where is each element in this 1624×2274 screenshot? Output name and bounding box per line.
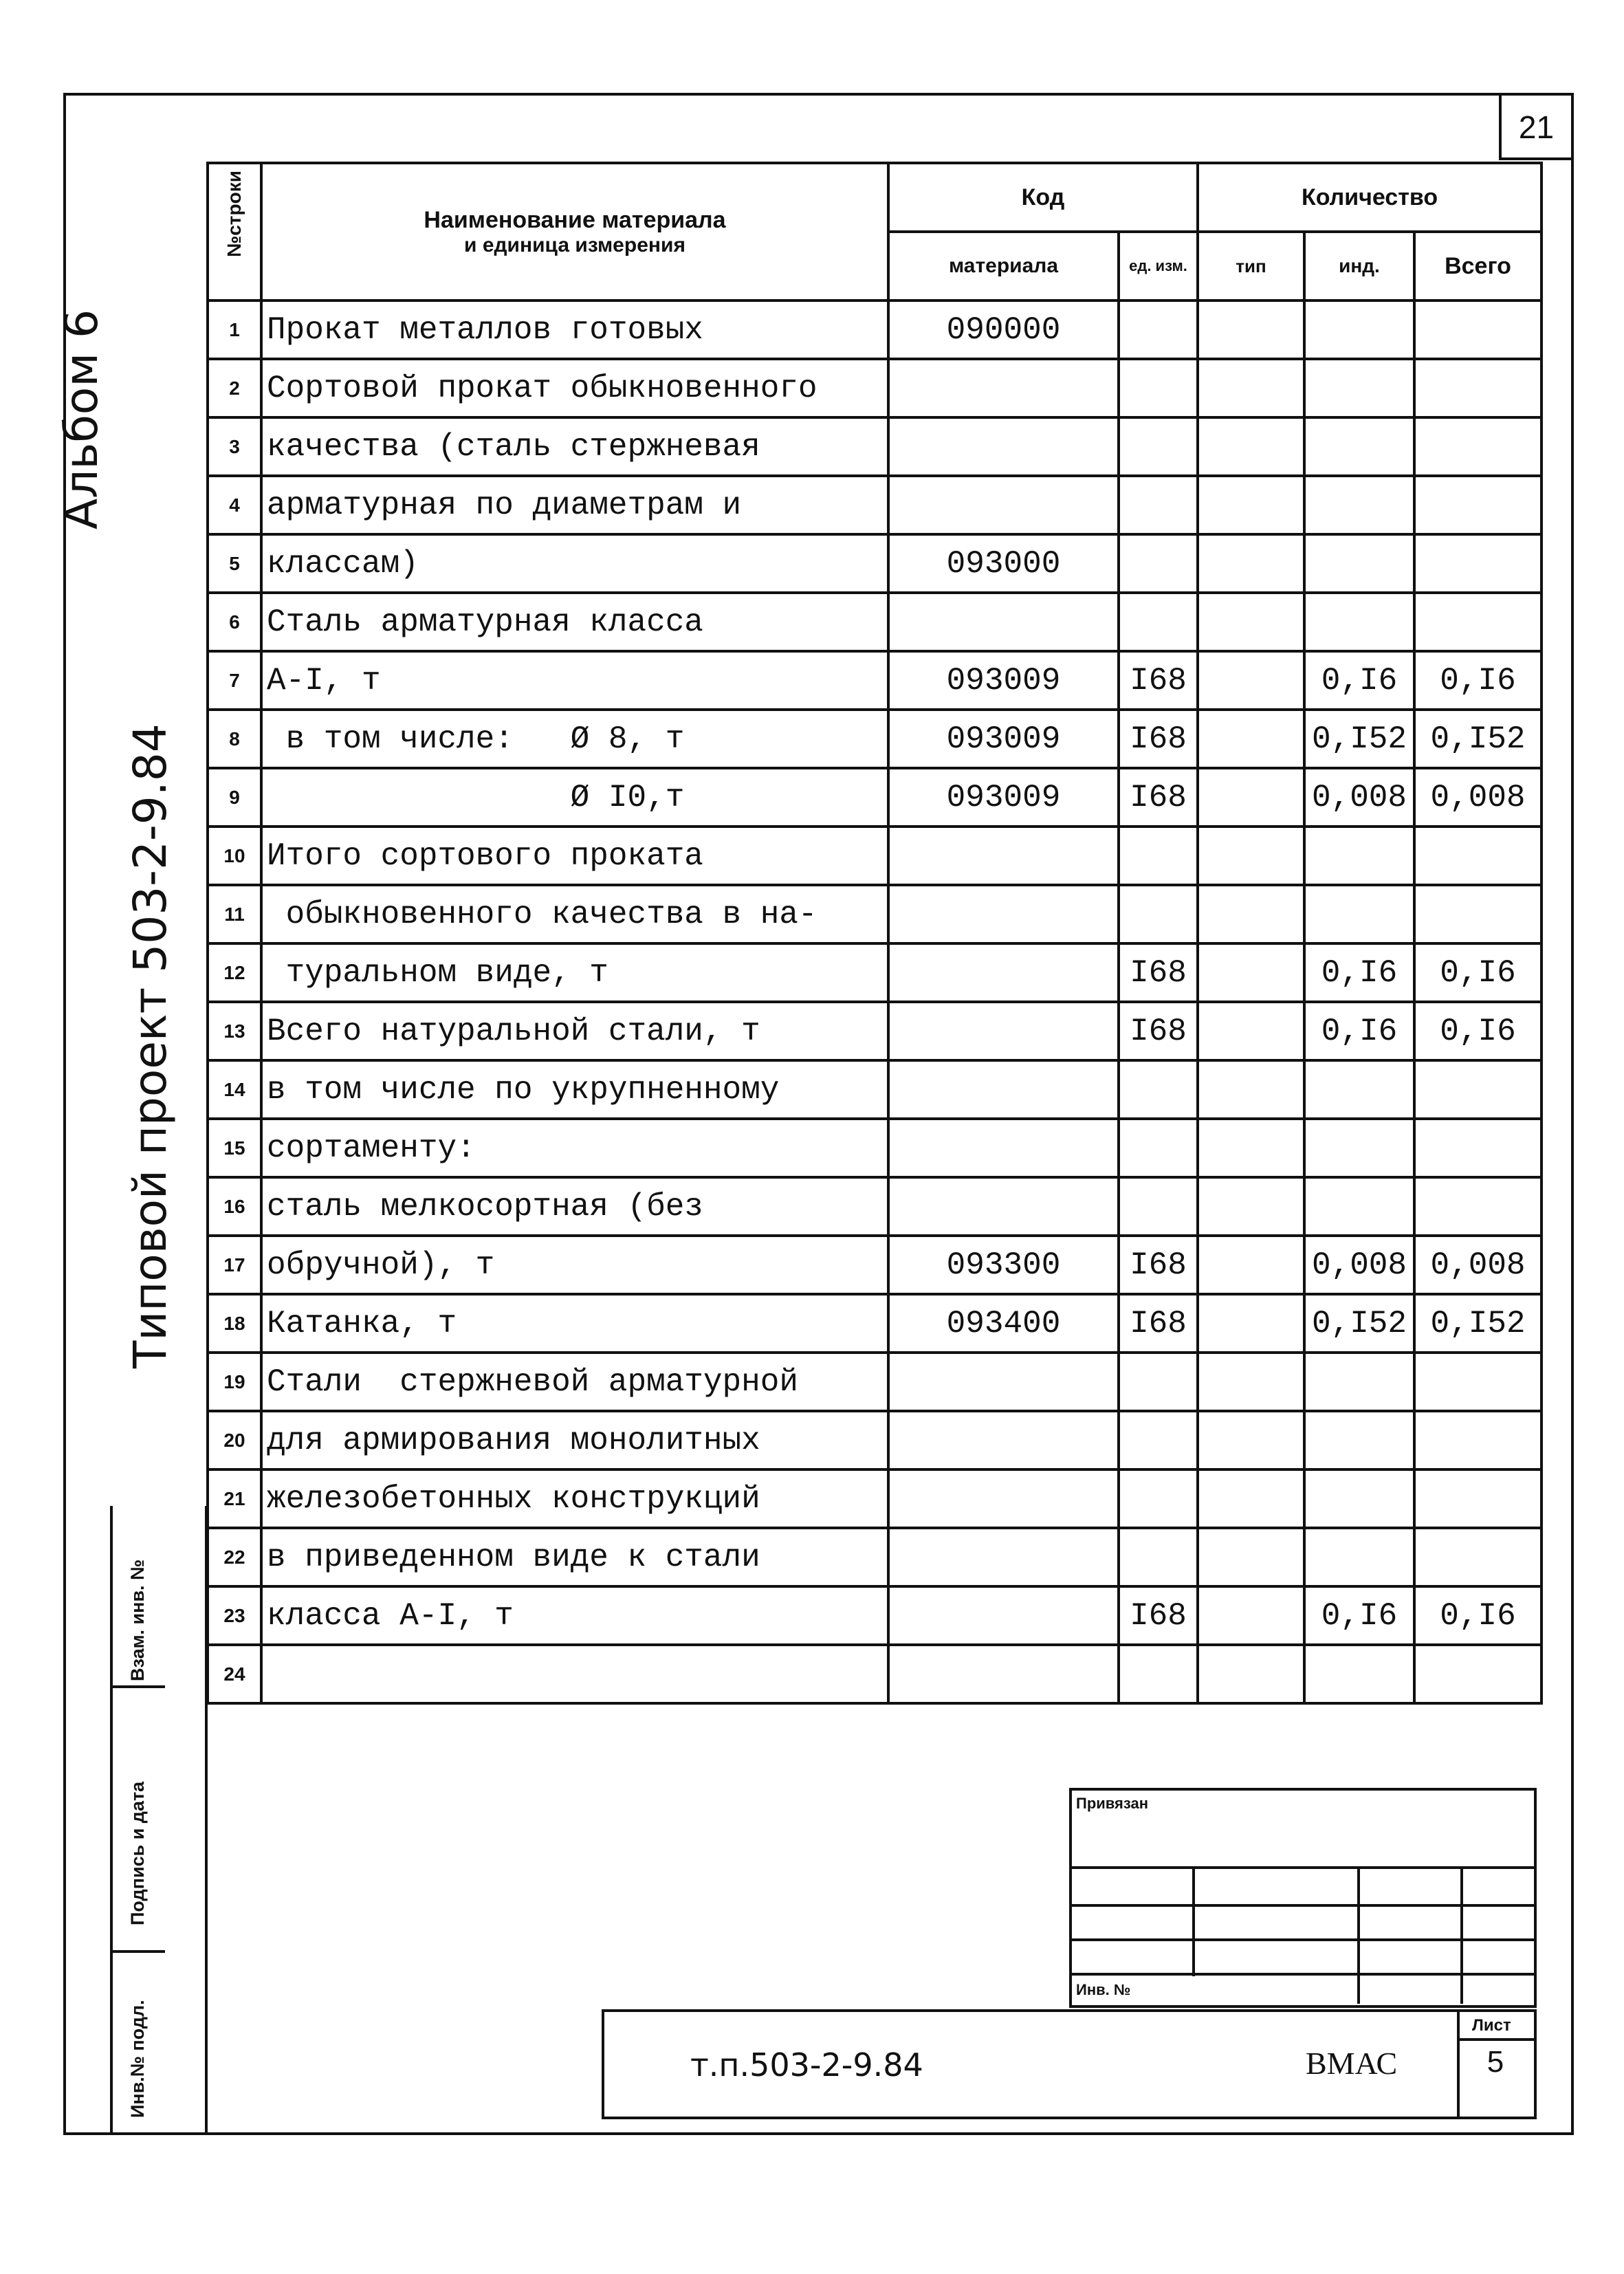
qty-ind bbox=[1304, 1528, 1414, 1586]
row-number: 17 bbox=[208, 1236, 261, 1294]
qty-ind bbox=[1304, 417, 1414, 476]
unit-code bbox=[1119, 1469, 1198, 1528]
header-row-number: №строки bbox=[208, 163, 261, 300]
material-code bbox=[888, 1411, 1119, 1469]
table-row bbox=[208, 1294, 1541, 1353]
qty-type bbox=[1198, 1177, 1304, 1236]
row-number: 22 bbox=[208, 1528, 261, 1586]
table-row bbox=[208, 1586, 1541, 1645]
table-row bbox=[208, 1177, 1541, 1236]
qty-type bbox=[1198, 1060, 1304, 1119]
material-code: 093009 bbox=[888, 651, 1119, 710]
qty-ind: 0,I6 bbox=[1304, 943, 1414, 1002]
row-number: 9 bbox=[208, 768, 261, 827]
material-name: туральном виде, т bbox=[261, 943, 888, 1002]
header-code: Код bbox=[888, 163, 1198, 232]
unit-code: I68 bbox=[1119, 1236, 1198, 1294]
side-label-signature: Подпись и дата bbox=[127, 1781, 148, 1925]
qty-type bbox=[1198, 1528, 1304, 1586]
qty-total bbox=[1414, 593, 1541, 651]
qty-type bbox=[1198, 359, 1304, 417]
unit-code bbox=[1119, 1177, 1198, 1236]
inv-no-label: Инв. № bbox=[1076, 1981, 1131, 1998]
qty-ind bbox=[1304, 1469, 1414, 1528]
material-code bbox=[888, 1353, 1119, 1411]
qty-type bbox=[1198, 827, 1304, 885]
unit-code bbox=[1119, 1528, 1198, 1586]
material-code bbox=[888, 1119, 1119, 1177]
material-name: сталь мелкосортная (без bbox=[261, 1177, 888, 1236]
qty-type bbox=[1198, 1353, 1304, 1411]
attached-label: Привязан bbox=[1076, 1795, 1149, 1812]
table-row bbox=[208, 476, 1541, 534]
unit-code: I68 bbox=[1119, 1586, 1198, 1645]
unit-code bbox=[1119, 885, 1198, 943]
table-row bbox=[208, 1645, 1541, 1703]
side-label-replaced: Взам. инв. № bbox=[127, 1559, 148, 1681]
qty-total bbox=[1414, 1119, 1541, 1177]
row-number: 19 bbox=[208, 1353, 261, 1411]
unit-code bbox=[1119, 1353, 1198, 1411]
table-row bbox=[208, 1469, 1541, 1528]
qty-type bbox=[1198, 1294, 1304, 1353]
material-name: для армирования монолитных bbox=[261, 1411, 888, 1469]
material-code: 093300 bbox=[888, 1236, 1119, 1294]
table-row bbox=[208, 593, 1541, 651]
qty-total: 0,008 bbox=[1414, 1236, 1541, 1294]
qty-total bbox=[1414, 1645, 1541, 1703]
qty-type bbox=[1198, 593, 1304, 651]
table-row bbox=[208, 300, 1541, 359]
material-name: Сортовой прокат обыкновенного bbox=[261, 359, 888, 417]
materials-table bbox=[206, 162, 1543, 1705]
row-number: 23 bbox=[208, 1586, 261, 1645]
qty-ind bbox=[1304, 476, 1414, 534]
qty-total bbox=[1414, 827, 1541, 885]
row-number: 3 bbox=[208, 417, 261, 476]
row-number: 1 bbox=[208, 300, 261, 359]
qty-ind bbox=[1304, 1645, 1414, 1703]
material-name: класса А-I, т bbox=[261, 1586, 888, 1645]
qty-total bbox=[1414, 359, 1541, 417]
header-quantity: Количество bbox=[1198, 163, 1541, 232]
material-code bbox=[888, 943, 1119, 1002]
attachment-stamp bbox=[1069, 1788, 1537, 2008]
material-code: 093009 bbox=[888, 768, 1119, 827]
qty-type bbox=[1198, 651, 1304, 710]
material-name: Ø I0,т bbox=[261, 768, 888, 827]
material-name: арматурная по диаметрам и bbox=[261, 476, 888, 534]
header-ind: инд. bbox=[1304, 232, 1414, 300]
material-code bbox=[888, 359, 1119, 417]
material-code bbox=[888, 1060, 1119, 1119]
qty-total bbox=[1414, 1177, 1541, 1236]
row-number: 12 bbox=[208, 943, 261, 1002]
row-number: 4 bbox=[208, 476, 261, 534]
qty-type bbox=[1198, 1586, 1304, 1645]
table-row bbox=[208, 943, 1541, 1002]
qty-total bbox=[1414, 1060, 1541, 1119]
qty-type bbox=[1198, 1411, 1304, 1469]
material-name: железобетонных конструкций bbox=[261, 1469, 888, 1528]
qty-total bbox=[1414, 534, 1541, 593]
qty-type bbox=[1198, 300, 1304, 359]
qty-type bbox=[1198, 476, 1304, 534]
qty-type bbox=[1198, 768, 1304, 827]
row-number: 5 bbox=[208, 534, 261, 593]
material-code: 093400 bbox=[888, 1294, 1119, 1353]
row-number: 21 bbox=[208, 1469, 261, 1528]
qty-total: 0,008 bbox=[1414, 768, 1541, 827]
material-name: классам) bbox=[261, 534, 888, 593]
qty-ind bbox=[1304, 300, 1414, 359]
qty-total: 0,I6 bbox=[1414, 1002, 1541, 1060]
qty-total: 0,I6 bbox=[1414, 943, 1541, 1002]
qty-ind bbox=[1304, 1411, 1414, 1469]
material-code bbox=[888, 1586, 1119, 1645]
row-number: 11 bbox=[208, 885, 261, 943]
qty-ind bbox=[1304, 593, 1414, 651]
header-code-material: материала bbox=[888, 232, 1119, 300]
material-code bbox=[888, 1645, 1119, 1703]
unit-code: I68 bbox=[1119, 943, 1198, 1002]
sheet-number: 5 bbox=[1486, 2045, 1504, 2079]
unit-code bbox=[1119, 1411, 1198, 1469]
qty-type bbox=[1198, 1236, 1304, 1294]
qty-total bbox=[1414, 1528, 1541, 1586]
row-number: 8 bbox=[208, 710, 261, 768]
qty-total bbox=[1414, 417, 1541, 476]
page-number: 21 bbox=[1499, 93, 1574, 160]
qty-total: 0,I52 bbox=[1414, 1294, 1541, 1353]
table-row bbox=[208, 651, 1541, 710]
table-row bbox=[208, 534, 1541, 593]
table-row bbox=[208, 417, 1541, 476]
material-name: Стали стержневой арматурной bbox=[261, 1353, 888, 1411]
row-number: 2 bbox=[208, 359, 261, 417]
material-name: обыкновенного качества в на- bbox=[261, 885, 888, 943]
qty-type bbox=[1198, 1002, 1304, 1060]
side-label-original: Инв.№ подл. bbox=[127, 2000, 148, 2118]
header-code-unit: ед. изм. bbox=[1119, 232, 1198, 300]
row-number: 20 bbox=[208, 1411, 261, 1469]
unit-code bbox=[1119, 300, 1198, 359]
table-row bbox=[208, 1353, 1541, 1411]
material-name bbox=[261, 1645, 888, 1703]
qty-total: 0,I52 bbox=[1414, 710, 1541, 768]
row-number: 24 bbox=[208, 1645, 261, 1703]
material-code bbox=[888, 1002, 1119, 1060]
table-row bbox=[208, 1528, 1541, 1586]
qty-type bbox=[1198, 1469, 1304, 1528]
row-number: 10 bbox=[208, 827, 261, 885]
unit-code: I68 bbox=[1119, 1002, 1198, 1060]
document-code: т.п.503-2-9.84 bbox=[690, 2046, 923, 2084]
qty-ind bbox=[1304, 1177, 1414, 1236]
material-name: в том числе: Ø 8, т bbox=[261, 710, 888, 768]
unit-code bbox=[1119, 359, 1198, 417]
material-name: в том числе по укрупненному bbox=[261, 1060, 888, 1119]
qty-total: 0,I6 bbox=[1414, 651, 1541, 710]
qty-type bbox=[1198, 943, 1304, 1002]
qty-ind: 0,I6 bbox=[1304, 1002, 1414, 1060]
row-number: 16 bbox=[208, 1177, 261, 1236]
unit-code bbox=[1119, 1060, 1198, 1119]
material-name: сортаменту: bbox=[261, 1119, 888, 1177]
material-name: обручной), т bbox=[261, 1236, 888, 1294]
unit-code bbox=[1119, 1645, 1198, 1703]
material-name: качества (сталь стержневая bbox=[261, 417, 888, 476]
qty-total: 0,I6 bbox=[1414, 1586, 1541, 1645]
qty-ind: 0,I6 bbox=[1304, 651, 1414, 710]
material-code bbox=[888, 885, 1119, 943]
material-code bbox=[888, 1469, 1119, 1528]
material-name: Сталь арматурная класса bbox=[261, 593, 888, 651]
table-row bbox=[208, 1411, 1541, 1469]
unit-code: I68 bbox=[1119, 651, 1198, 710]
row-number: 15 bbox=[208, 1119, 261, 1177]
qty-ind bbox=[1304, 1119, 1414, 1177]
qty-type bbox=[1198, 710, 1304, 768]
row-number: 18 bbox=[208, 1294, 261, 1353]
material-code bbox=[888, 1528, 1119, 1586]
qty-ind: 0,008 bbox=[1304, 768, 1414, 827]
table-row bbox=[208, 1236, 1541, 1294]
unit-code bbox=[1119, 827, 1198, 885]
table-row bbox=[208, 1060, 1541, 1119]
qty-total bbox=[1414, 1411, 1541, 1469]
qty-total bbox=[1414, 1353, 1541, 1411]
qty-total bbox=[1414, 885, 1541, 943]
qty-ind bbox=[1304, 534, 1414, 593]
table-row bbox=[208, 768, 1541, 827]
qty-ind: 0,I6 bbox=[1304, 1586, 1414, 1645]
unit-code: I68 bbox=[1119, 768, 1198, 827]
material-code: 093000 bbox=[888, 534, 1119, 593]
qty-type bbox=[1198, 885, 1304, 943]
material-code bbox=[888, 827, 1119, 885]
qty-ind: 0,I52 bbox=[1304, 1294, 1414, 1353]
material-name: А-I, т bbox=[261, 651, 888, 710]
material-name: Всего натуральной стали, т bbox=[261, 1002, 888, 1060]
table-row bbox=[208, 885, 1541, 943]
qty-type bbox=[1198, 417, 1304, 476]
unit-code bbox=[1119, 476, 1198, 534]
qty-ind bbox=[1304, 1353, 1414, 1411]
material-code bbox=[888, 476, 1119, 534]
header-total: Всего bbox=[1414, 232, 1541, 300]
unit-code: I68 bbox=[1119, 710, 1198, 768]
qty-ind bbox=[1304, 1060, 1414, 1119]
material-code: 093009 bbox=[888, 710, 1119, 768]
unit-code bbox=[1119, 1119, 1198, 1177]
header-name: Наименование материала и единица измерения bbox=[261, 163, 888, 300]
qty-type bbox=[1198, 534, 1304, 593]
header-type: тип bbox=[1198, 232, 1304, 300]
table-row bbox=[208, 1002, 1541, 1060]
sheet-label: Лист bbox=[1472, 2016, 1511, 2035]
material-code bbox=[888, 1177, 1119, 1236]
row-number: 13 bbox=[208, 1002, 261, 1060]
material-name: Прокат металлов готовых bbox=[261, 300, 888, 359]
row-number: 7 bbox=[208, 651, 261, 710]
qty-type bbox=[1198, 1119, 1304, 1177]
project-title: Типовой проект 503-2-9.84 bbox=[124, 723, 177, 1368]
qty-ind: 0,I52 bbox=[1304, 710, 1414, 768]
album-title: Альбом 6 bbox=[55, 309, 108, 529]
table-row bbox=[208, 359, 1541, 417]
qty-ind bbox=[1304, 359, 1414, 417]
material-name: в приведенном виде к стали bbox=[261, 1528, 888, 1586]
unit-code: I68 bbox=[1119, 1294, 1198, 1353]
unit-code bbox=[1119, 593, 1198, 651]
title-block bbox=[602, 2009, 1537, 2119]
qty-total bbox=[1414, 476, 1541, 534]
organization: ВМАС bbox=[1306, 2046, 1398, 2081]
unit-code bbox=[1119, 417, 1198, 476]
table-row bbox=[208, 827, 1541, 885]
material-code bbox=[888, 417, 1119, 476]
qty-ind bbox=[1304, 885, 1414, 943]
qty-total bbox=[1414, 300, 1541, 359]
qty-total bbox=[1414, 1469, 1541, 1528]
unit-code bbox=[1119, 534, 1198, 593]
table-row bbox=[208, 1119, 1541, 1177]
row-number: 6 bbox=[208, 593, 261, 651]
material-code bbox=[888, 593, 1119, 651]
table-row bbox=[208, 710, 1541, 768]
qty-ind: 0,008 bbox=[1304, 1236, 1414, 1294]
material-name: Итого сортового проката bbox=[261, 827, 888, 885]
qty-type bbox=[1198, 1645, 1304, 1703]
row-number: 14 bbox=[208, 1060, 261, 1119]
material-code: 090000 bbox=[888, 300, 1119, 359]
material-name: Катанка, т bbox=[261, 1294, 888, 1353]
qty-ind bbox=[1304, 827, 1414, 885]
